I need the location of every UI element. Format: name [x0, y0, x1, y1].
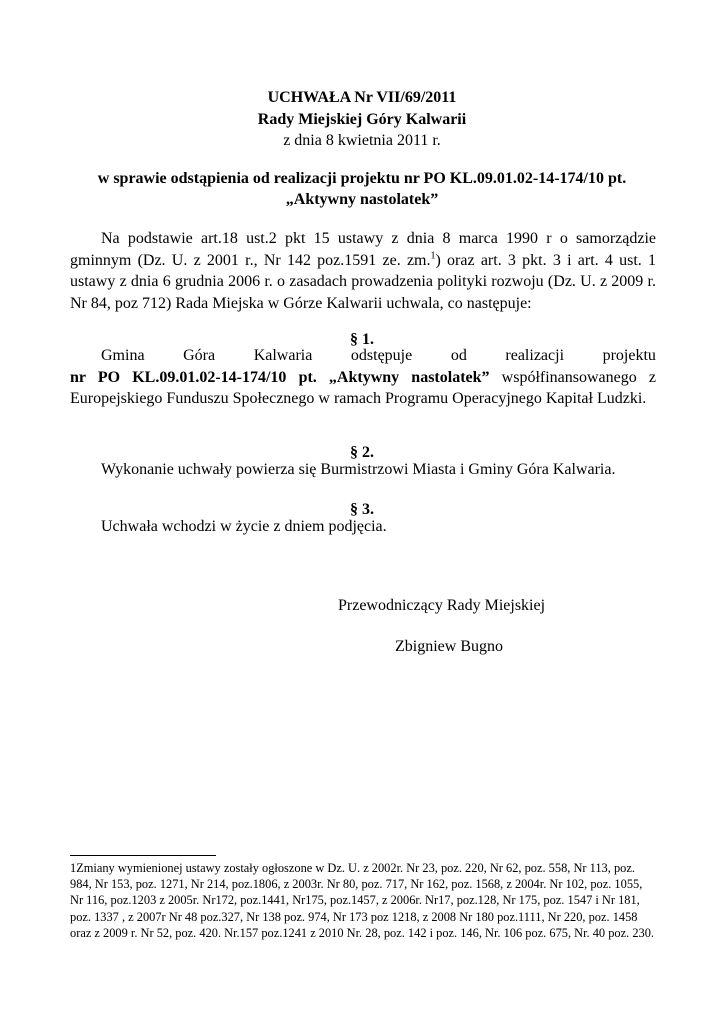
signatory-name: Zbigniew Bugno [395, 638, 503, 655]
project-name: nr PO KL.09.01.02-14-174/10 pt. „Aktywny nastolatek” [70, 368, 490, 386]
signatory-title: Przewodniczący Rady Miejskiej [338, 597, 546, 614]
section-1-first-line [70, 345, 656, 367]
legal-basis-text-2: ) oraz art. 3 pkt. 3 i art. 4 ust. 1 ustawy z dnia 6 grudnia 2006 r. o zasadach prowadzenia polityki rozwoju (Dz. U. z 2009 r. Nr 84, poz 712) Rada Miejska w Górze Kalwarii uchwala, co następuje: [70, 251, 657, 312]
section-3-text: Uchwała wchodzi w życie z dniem podjęcia. [101, 518, 387, 535]
section-1-word: projektu [602, 347, 656, 364]
legal-basis-paragraph [70, 228, 656, 314]
footnote-reference: 1 [430, 250, 436, 262]
footnote-text: 1Zmiany wymienionej ustawy zostały ogłoszone w Dz. U. z 2002r. Nr 23, poz. 220, Nr 62, poz. 558, Nr 113, poz. 984, Nr 153, poz. 1271, Nr 214, poz.1806, z 2003r. Nr 80, poz. 717, Nr 162, poz. 1568, z 2004r. Nr 102, poz. 1055, Nr 116, poz.1203 z 2005r. Nr172, poz.1441, Nr175, poz.1457, z 2006r. Nr17, poz.128, Nr 175, poz. 1547 i Nr 181, poz. 1337 , z 2007r Nr 48 poz.327, Nr 138 poz. 974, Nr 173 poz 1218, z 2008 Nr 180 poz.1111, Nr 220, poz. 1458 oraz z 2009 r. Nr 52, poz. 420. Nr.157 poz.1241 z 2010 Nr. 28, poz. 142 i poz. 146, Nr. 106 poz. 675, Nr. 40 poz. 230. [70, 861, 654, 940]
section-1-word: realizacji [505, 347, 565, 364]
section-2-heading: § 2. [350, 444, 374, 461]
resolution-date: z dnia 8 kwietnia 2011 r. [283, 132, 441, 149]
section-1-continuation [70, 367, 656, 410]
section-1-paragraph [70, 345, 656, 410]
section-1-word: Gmina [101, 347, 145, 364]
section-2-text: Wykonanie uchwały powierza się Burmistrzowi Miasta i Gminy Góra Kalwaria. [101, 461, 616, 478]
subject-line-1: w sprawie odstąpienia od realizacji projektu nr PO KL.09.01.02-14-174/10 pt. [97, 170, 627, 187]
resolution-subject [60, 168, 664, 210]
section-1-heading: § 1. [350, 331, 374, 348]
council-name: Rady Miejskiej Góry Kalwarii [257, 111, 467, 128]
legal-basis-text-1: Na podstawie art.18 ust.2 pkt 15 ustawy z dnia 8 marca 1990 r o samorządzie gminnym (Dz. U. z 2001 r., Nr 142 poz.1591 ze. zm. [70, 230, 656, 269]
resolution-title: UCHWAŁA Nr VII/69/2011 [267, 89, 457, 106]
section-1-word: od [450, 347, 467, 364]
subject-line-2: „Aktywny nastolatek” [285, 191, 439, 208]
section-3-heading: § 3. [350, 501, 374, 518]
footnote-divider [70, 855, 216, 856]
section-1-rest: współfinansowanego z Europejskiego Funduszu Społecznego w ramach Programu Operacyjnego Kapitał Ludzki. [70, 368, 656, 407]
section-1-word: Góra [183, 347, 216, 364]
section-1-word: Kalwaria [253, 347, 313, 364]
section-1-word: odstępuje [350, 347, 413, 364]
